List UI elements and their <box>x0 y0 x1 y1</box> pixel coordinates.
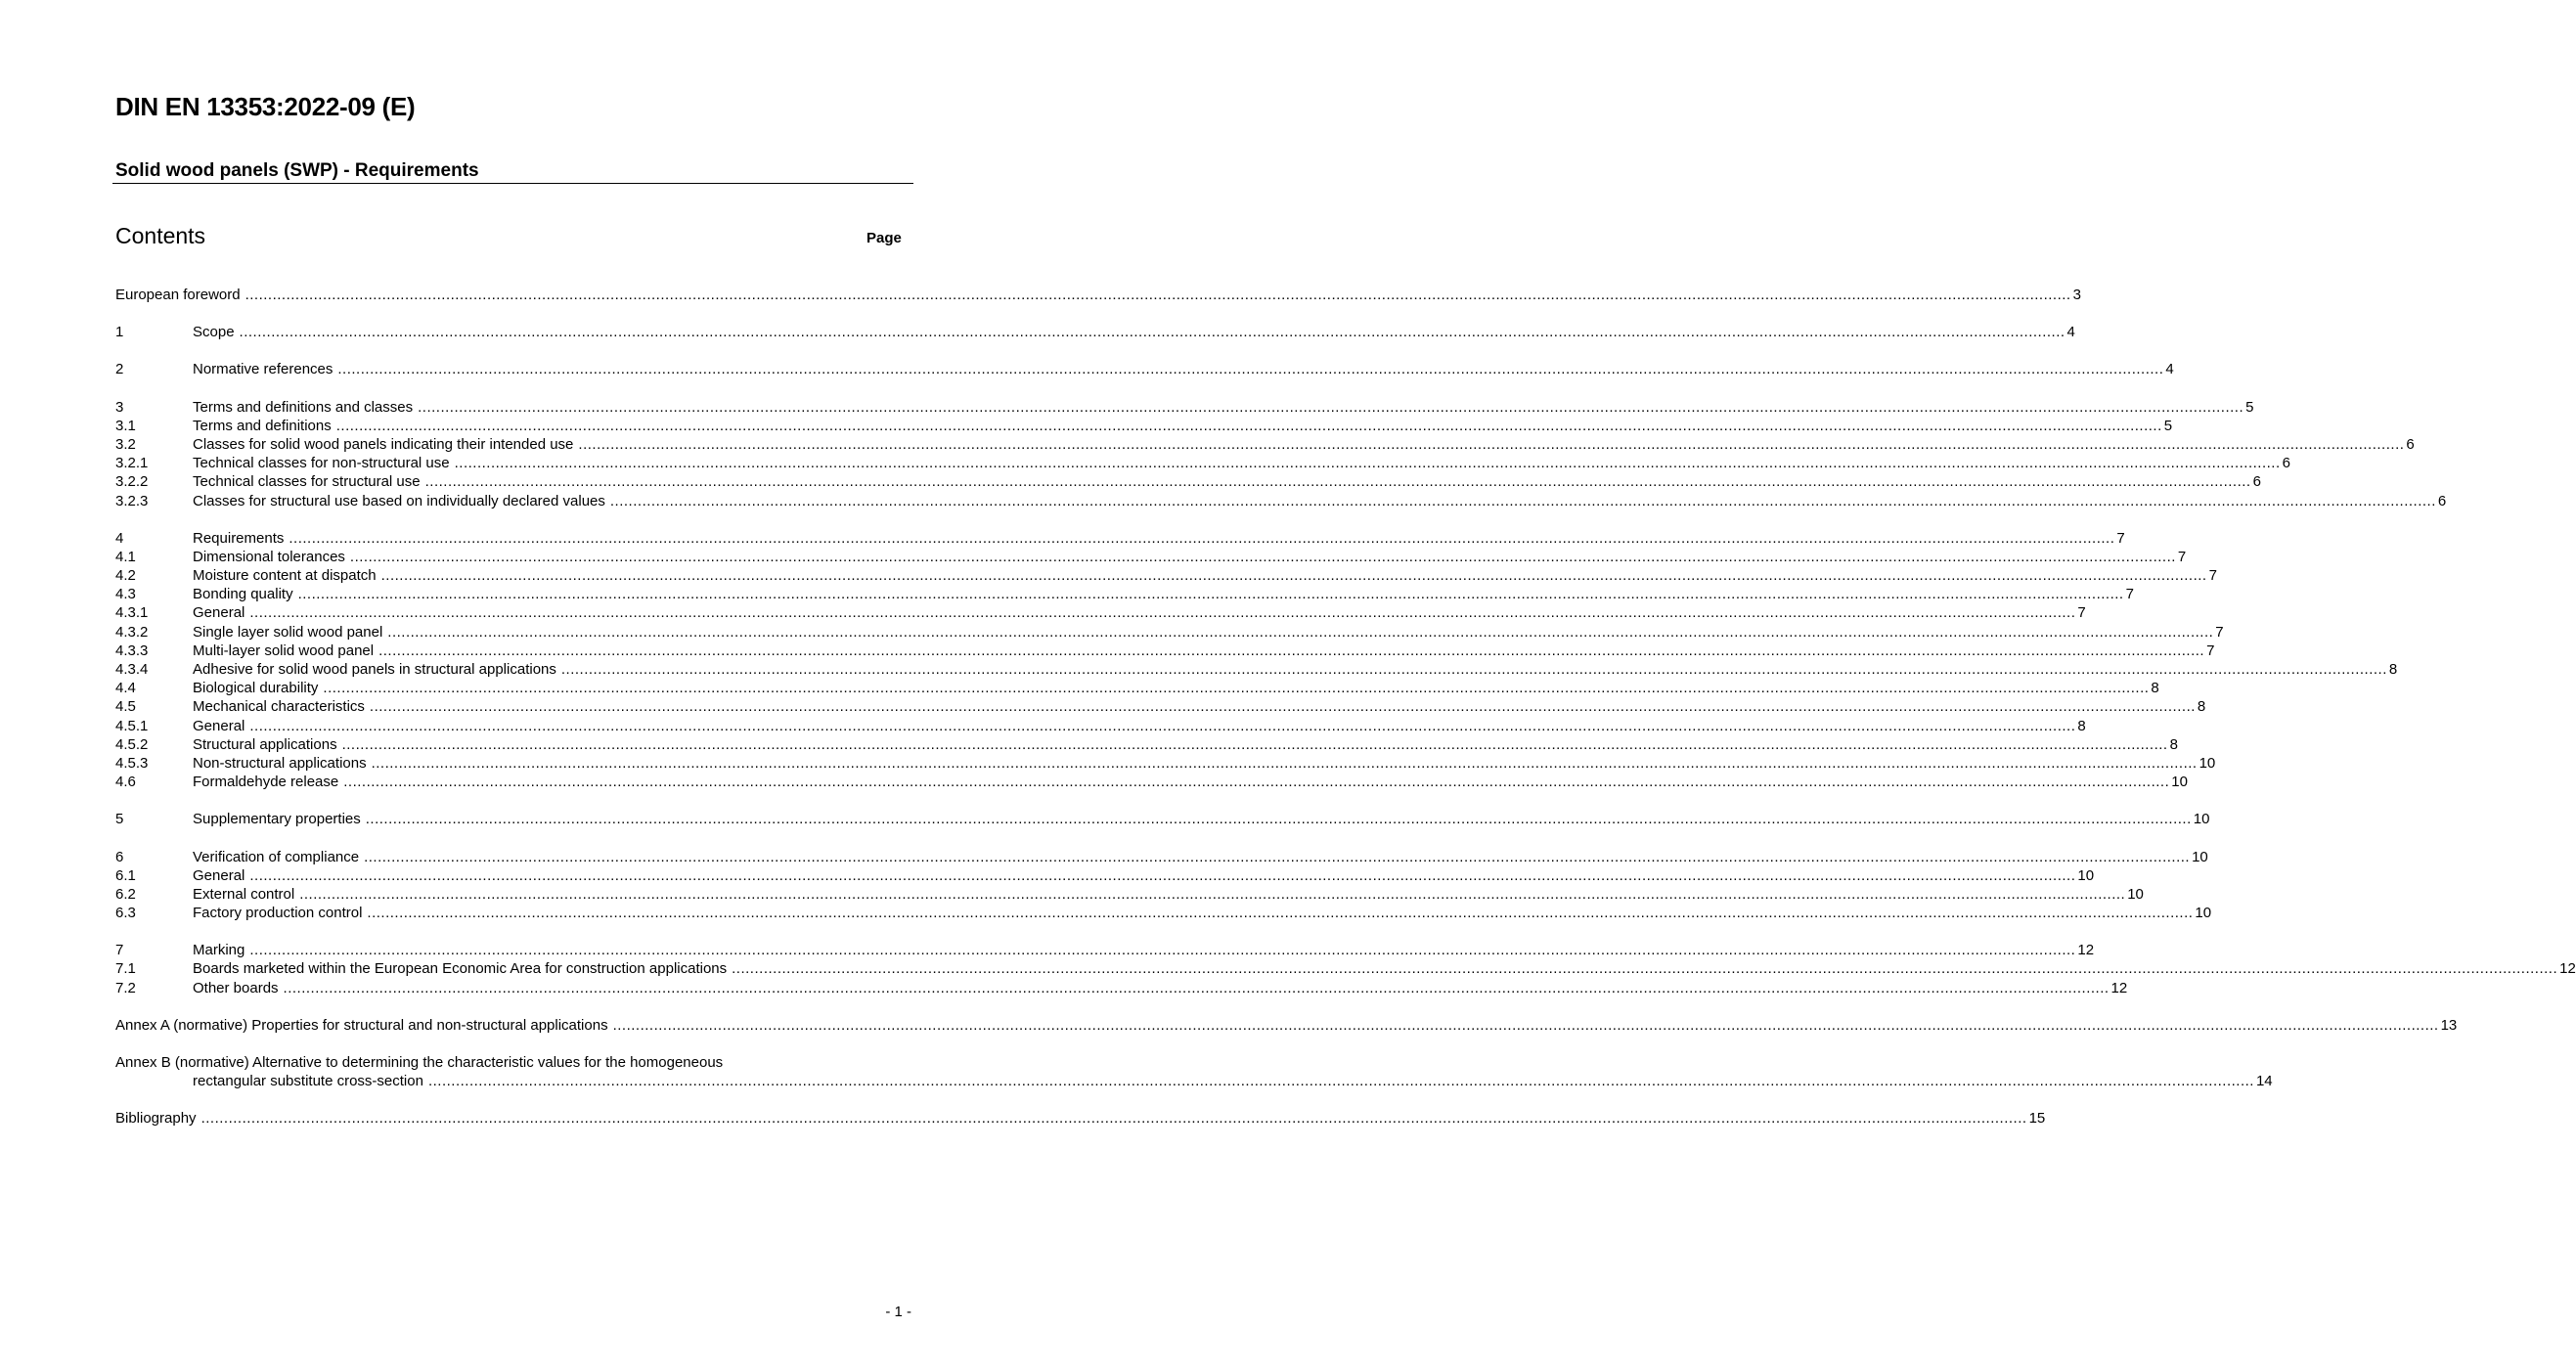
toc-entry-page: 8 <box>2169 735 2178 753</box>
toc-entry-number: 6.2 <box>115 885 136 903</box>
toc-entry-4-1[interactable] <box>115 548 2187 566</box>
toc-entry-number: 4.4 <box>115 680 136 697</box>
toc-entry-page: 13 <box>2440 1016 2458 1034</box>
toc-leader: ................................................................................................................................................................................................................................................................................................................................................................................................................ <box>200 1110 2027 1128</box>
toc-entry-title: Supplementary properties <box>193 811 361 828</box>
toc-leader: ................................................................................................................................................................................................................................................................................................................................................................................................................ <box>560 661 2387 678</box>
toc-entry-title: Bibliography <box>115 1110 197 1128</box>
toc-leader: ................................................................................................................................................................................................................................................................................................................................................................................................................ <box>349 548 2176 565</box>
toc-entry-number: 7.2 <box>115 979 136 996</box>
toc-entry-title: Multi-layer solid wood panel <box>193 642 375 659</box>
toc-entry-title: Verification of compliance <box>193 848 360 865</box>
toc-entry-3-2-2[interactable] <box>115 472 2261 491</box>
toc-leader: ................................................................................................................................................................................................................................................................................................................................................................................................................ <box>387 623 2214 641</box>
toc-entry-4-5[interactable] <box>115 697 2206 716</box>
toc-leader: ................................................................................................................................................................................................................................................................................................................................................................................................................ <box>337 361 2164 378</box>
toc-entry-european-foreword[interactable] <box>115 286 2081 304</box>
toc-entry-title: Terms and definitions <box>193 417 332 434</box>
toc-leader: ................................................................................................................................................................................................................................................................................................................................................................................................................ <box>335 417 2162 434</box>
toc-leader: ................................................................................................................................................................................................................................................................................................................................................................................................................ <box>367 905 2194 922</box>
toc-leader: ................................................................................................................................................................................................................................................................................................................................................................................................................ <box>612 1016 2439 1034</box>
toc-entry-number: 6.1 <box>115 866 136 884</box>
toc-entry-page: 10 <box>2195 905 2212 922</box>
toc-entry-number: 4.5.2 <box>115 735 149 753</box>
toc-entry-4-3-2[interactable] <box>115 623 2224 642</box>
toc-entry-title: Normative references <box>193 361 333 378</box>
toc-entry-page: 5 <box>2163 417 2173 434</box>
toc-entry-number: 5 <box>115 811 124 828</box>
toc-entry-4-5-2[interactable] <box>115 735 2178 754</box>
toc-entry-page: 10 <box>2193 811 2210 828</box>
toc-entry-4-5-3[interactable] <box>115 754 2216 773</box>
toc-entry-title: External control <box>193 885 295 903</box>
toc-entry-4-2[interactable] <box>115 566 2217 585</box>
toc-leader: ................................................................................................................................................................................................................................................................................................................................................................................................................ <box>365 811 2192 828</box>
toc-entry-3-2-1[interactable] <box>115 454 2290 472</box>
toc-entry-number: 3.2.3 <box>115 492 149 509</box>
table-of-contents <box>115 286 2576 1129</box>
toc-entry-page: 6 <box>2282 455 2290 472</box>
toc-entry-4-6[interactable] <box>115 773 2188 791</box>
toc-entry-title: Technical classes for structural use <box>193 473 421 491</box>
toc-entry-number: 6.3 <box>115 905 136 922</box>
toc-entry-number: 4.5.1 <box>115 717 149 734</box>
toc-entry-title: General <box>193 866 245 884</box>
toc-entry-6-1[interactable] <box>115 866 2095 885</box>
toc-entry-title: Bonding quality <box>193 586 293 603</box>
title-rule <box>112 183 913 184</box>
toc-entry-page: 4 <box>2066 324 2075 341</box>
toc-entry-4-5-1[interactable] <box>115 717 2086 735</box>
toc-entry-page: 7 <box>2206 642 2215 659</box>
toc-entry-7-1[interactable] <box>115 959 2576 978</box>
toc-entry-page: 8 <box>2388 661 2398 678</box>
toc-entry-page: 5 <box>2245 398 2254 416</box>
toc-leader: ................................................................................................................................................................................................................................................................................................................................................................................................................ <box>289 529 2115 547</box>
toc-leader: ................................................................................................................................................................................................................................................................................................................................................................................................................ <box>427 1073 2254 1090</box>
toc-entry-number: 3.2.1 <box>115 455 149 472</box>
toc-entry-title: Structural applications <box>193 735 337 753</box>
toc-entry-page: 10 <box>2077 866 2095 884</box>
toc-entry-6[interactable] <box>115 848 2208 866</box>
toc-leader: ................................................................................................................................................................................................................................................................................................................................................................................................................ <box>249 604 2076 622</box>
toc-entry-4-3[interactable] <box>115 585 2134 603</box>
toc-entry-page: 10 <box>2171 774 2188 791</box>
toc-entry-title: General <box>193 717 245 734</box>
toc-leader: ................................................................................................................................................................................................................................................................................................................................................................................................................ <box>249 717 2076 734</box>
toc-entry-page: 8 <box>2077 717 2086 734</box>
toc-entry-4-3-4[interactable] <box>115 660 2398 679</box>
toc-leader: ................................................................................................................................................................................................................................................................................................................................................................................................................ <box>380 567 2207 585</box>
toc-entry-page: 7 <box>2116 529 2125 547</box>
toc-entry-title: Other boards <box>193 979 279 996</box>
toc-entry-title: Classes for solid wood panels indicating their intended use <box>193 435 574 453</box>
toc-leader: ................................................................................................................................................................................................................................................................................................................................................................................................................ <box>239 324 2065 341</box>
toc-entry-annex-b[interactable] <box>115 1053 902 1072</box>
toc-entry-2[interactable] <box>115 360 2174 378</box>
toc-entry-annex-a[interactable] <box>115 1016 2458 1035</box>
toc-entry-number: 7.1 <box>115 960 136 978</box>
toc-entry-title: Mechanical characteristics <box>193 698 365 716</box>
toc-entry-number: 4.3.2 <box>115 623 149 641</box>
toc-entry-number: 4.6 <box>115 774 136 791</box>
toc-entry-6-3[interactable] <box>115 904 2212 922</box>
toc-entry-title: rectangular substitute cross-section <box>193 1073 423 1090</box>
toc-entry-number: 3 <box>115 398 124 416</box>
toc-entry-1[interactable] <box>115 323 2075 341</box>
toc-entry-page: 6 <box>2252 473 2261 491</box>
toc-entry-title: Non-structural applications <box>193 754 367 772</box>
toc-entry-page: 12 <box>2077 942 2095 959</box>
toc-leader: ................................................................................................................................................................................................................................................................................................................................................................................................................ <box>244 287 2071 303</box>
toc-leader: ................................................................................................................................................................................................................................................................................................................................................................................................................ <box>283 979 2110 996</box>
page-column-label: Page <box>866 230 902 246</box>
toc-leader: ................................................................................................................................................................................................................................................................................................................................................................................................................ <box>249 866 2076 884</box>
toc-entry-page: 3 <box>2072 287 2081 303</box>
contents-heading: Contents <box>115 223 206 248</box>
toc-entry-page: 8 <box>2151 680 2159 697</box>
toc-leader: ................................................................................................................................................................................................................................................................................................................................................................................................................ <box>371 754 2198 772</box>
toc-entry-number: 1 <box>115 324 124 341</box>
toc-entry-5[interactable] <box>115 810 2210 828</box>
toc-entry-page: 10 <box>2127 885 2144 903</box>
toc-entry-number: 6 <box>115 848 124 865</box>
toc-leader: ................................................................................................................................................................................................................................................................................................................................................................................................................ <box>454 455 2281 472</box>
toc-entry-title: Formaldehyde release <box>193 774 339 791</box>
toc-entry-title: Annex A (normative) Properties for structural and non-structural applications <box>115 1016 608 1034</box>
toc-entry-number: 4.5.3 <box>115 754 149 772</box>
toc-entry-page: 10 <box>2198 754 2216 772</box>
toc-leader: ................................................................................................................................................................................................................................................................................................................................................................................................................ <box>299 885 2126 903</box>
toc-entry-6-2[interactable] <box>115 885 2144 904</box>
toc-entry-7-2[interactable] <box>115 979 2128 997</box>
toc-entry-page: 15 <box>2028 1110 2046 1128</box>
toc-entry-annex-b-continued[interactable] <box>115 1072 2273 1090</box>
toc-entry-page: 6 <box>2437 492 2447 509</box>
toc-entry-number: 4.3.1 <box>115 604 149 622</box>
toc-entry-3-1[interactable] <box>115 417 2173 435</box>
toc-entry-number: 4.5 <box>115 698 136 716</box>
toc-leader: ................................................................................................................................................................................................................................................................................................................................................................................................................ <box>369 698 2196 716</box>
toc-leader: ................................................................................................................................................................................................................................................................................................................................................................................................................ <box>323 680 2150 697</box>
toc-entry-3-2[interactable] <box>115 435 2415 454</box>
toc-leader: ................................................................................................................................................................................................................................................................................................................................................................................................................ <box>418 398 2244 416</box>
toc-entry-4-3-3[interactable] <box>115 642 2215 660</box>
toc-leader: ................................................................................................................................................................................................................................................................................................................................................................................................................ <box>424 473 2251 491</box>
toc-entry-number: 3.1 <box>115 417 136 434</box>
toc-leader: ................................................................................................................................................................................................................................................................................................................................................................................................................ <box>364 848 2191 865</box>
toc-entry-title: Factory production control <box>193 905 363 922</box>
toc-leader: ................................................................................................................................................................................................................................................................................................................................................................................................................ <box>378 642 2205 659</box>
toc-entry-4-3-1[interactable] <box>115 603 2086 622</box>
toc-entry-number: 4.2 <box>115 567 136 585</box>
toc-entry-3-2-3[interactable] <box>115 492 2447 510</box>
toc-entry-number: 4.3 <box>115 586 136 603</box>
toc-entry-4[interactable] <box>115 529 2125 548</box>
toc-entry-page: 7 <box>2077 604 2086 622</box>
toc-entry-page: 4 <box>2165 361 2174 378</box>
toc-entry-title: Terms and definitions and classes <box>193 398 414 416</box>
page-number: - 1 - <box>885 1304 911 1320</box>
toc-entry-title: Classes for structural use based on individually declared values <box>193 492 605 509</box>
toc-leader: ................................................................................................................................................................................................................................................................................................................................................................................................................ <box>732 960 2558 978</box>
toc-leader: ................................................................................................................................................................................................................................................................................................................................................................................................................ <box>297 586 2124 603</box>
toc-entry-title: Technical classes for non-structural use <box>193 455 450 472</box>
document-id: DIN EN 13353:2022-09 (E) <box>115 92 416 121</box>
toc-entry-7[interactable] <box>115 941 2095 959</box>
toc-leader: ................................................................................................................................................................................................................................................................................................................................................................................................................ <box>343 774 2170 791</box>
toc-entry-title: Marking <box>193 942 245 959</box>
toc-leader: ................................................................................................................................................................................................................................................................................................................................................................................................................ <box>578 435 2405 453</box>
toc-entry-4-4[interactable] <box>115 679 2159 697</box>
toc-entry-number: 4 <box>115 529 124 547</box>
toc-entry-title: General <box>193 604 245 622</box>
toc-leader: ................................................................................................................................................................................................................................................................................................................................................................................................................ <box>249 942 2076 959</box>
toc-entry-title: Moisture content at dispatch <box>193 567 377 585</box>
toc-entry-page: 7 <box>2177 548 2187 565</box>
toc-entry-page: 7 <box>2208 567 2217 585</box>
toc-entry-number: 7 <box>115 942 124 959</box>
toc-leader: ................................................................................................................................................................................................................................................................................................................................................................................................................ <box>609 492 2436 509</box>
toc-entry-number: 3.2 <box>115 435 136 453</box>
toc-entry-title: European foreword <box>115 287 241 303</box>
toc-entry-title: Scope <box>193 324 235 341</box>
toc-entry-number: 4.3.4 <box>115 661 149 678</box>
toc-entry-page: 12 <box>2110 979 2128 996</box>
toc-entry-title: Single layer solid wood panel <box>193 623 383 641</box>
toc-entry-number: 4.1 <box>115 548 136 565</box>
toc-entry-title: Boards marketed within the European Economic Area for construction applications <box>193 960 728 978</box>
toc-entry-title: Adhesive for solid wood panels in structural applications <box>193 661 556 678</box>
toc-entry-title: Annex B (normative) Alternative to determining the characteristic values for the homogeneous <box>115 1054 724 1071</box>
toc-entry-page: 6 <box>2406 435 2415 453</box>
toc-entry-page: 10 <box>2192 848 2208 865</box>
document-subtitle: Solid wood panels (SWP) - Requirements <box>115 160 479 181</box>
toc-entry-bibliography[interactable] <box>115 1109 2046 1128</box>
toc-entry-number: 4.3.3 <box>115 642 149 659</box>
toc-entry-page: 14 <box>2255 1073 2273 1090</box>
toc-entry-page: 12 <box>2559 960 2576 978</box>
toc-entry-number: 3.2.2 <box>115 473 149 491</box>
toc-entry-title: Requirements <box>193 529 285 547</box>
toc-entry-title: Dimensional tolerances <box>193 548 345 565</box>
toc-entry-3[interactable] <box>115 398 2254 417</box>
toc-leader: ................................................................................................................................................................................................................................................................................................................................................................................................................ <box>341 735 2168 753</box>
toc-entry-page: 7 <box>2215 623 2224 641</box>
toc-entry-page: 7 <box>2125 586 2134 603</box>
toc-entry-page: 8 <box>2197 698 2206 716</box>
toc-entry-title: Biological durability <box>193 680 319 697</box>
toc-entry-number: 2 <box>115 361 124 378</box>
